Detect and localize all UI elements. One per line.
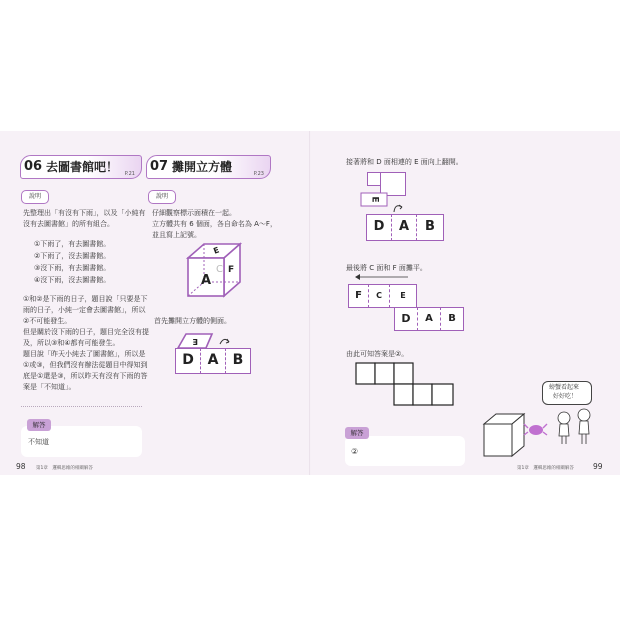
answer-box bbox=[345, 436, 465, 466]
question-number: 06 bbox=[24, 159, 43, 174]
divider bbox=[21, 406, 142, 407]
explanation-tag: 說明 bbox=[21, 190, 49, 204]
cube-face-front: A bbox=[201, 273, 212, 288]
flip-arrow-icon bbox=[218, 334, 232, 348]
book-gutter bbox=[309, 131, 311, 475]
step4-text: 由此可知答案是②。 bbox=[346, 350, 409, 358]
explanation-tag: 說明 bbox=[148, 190, 176, 204]
net1-cell-b: B bbox=[225, 348, 251, 374]
net2-cell-d: D bbox=[366, 214, 392, 241]
net2-cell-a: A bbox=[391, 214, 417, 241]
svg-text:E: E bbox=[192, 337, 198, 346]
header-07 bbox=[146, 155, 271, 179]
net3-cell-e: E bbox=[389, 284, 417, 308]
net1-cell-a: A bbox=[200, 348, 226, 374]
page-ref: P.23 bbox=[253, 171, 264, 177]
net3-cell-b: B bbox=[440, 307, 464, 331]
answer-text: 不知道 bbox=[28, 438, 49, 446]
net2-cell-e: E bbox=[361, 193, 388, 207]
question-number: 07 bbox=[150, 159, 169, 174]
net3-cell-d: D bbox=[394, 307, 418, 331]
answer-tag: 解答 bbox=[345, 427, 369, 439]
cube-face-side: C bbox=[216, 264, 223, 275]
net3-cell-a: A bbox=[417, 307, 441, 331]
flip-arrow-icon bbox=[391, 200, 405, 214]
net1-cell-d: D bbox=[175, 348, 201, 374]
cube-diagram bbox=[180, 240, 250, 302]
slide-arrow-icon bbox=[354, 273, 410, 281]
cube-face-top: E bbox=[212, 245, 221, 256]
footer-left: 第1章 邏輯思維的相關解答 bbox=[36, 466, 93, 471]
page-number-left: 98 bbox=[16, 462, 26, 471]
page-ref: P.21 bbox=[124, 171, 135, 177]
answer-tag: 解答 bbox=[27, 419, 51, 431]
header-06 bbox=[20, 155, 142, 179]
step3-text: 最後將 C 面和 F 面攤平。 bbox=[346, 264, 427, 272]
net2-cell-b: B bbox=[416, 214, 444, 241]
cube-face-right: F bbox=[228, 265, 235, 275]
net3-cell-c: C bbox=[368, 284, 390, 308]
net2-top-left bbox=[367, 172, 381, 186]
question-title: 攤開立方體 bbox=[172, 160, 233, 174]
step2-text: 接著將和 D 面相連的 E 面向上翻開。 bbox=[346, 158, 463, 166]
page-number-right: 99 bbox=[593, 462, 603, 471]
net3-cell-f: F bbox=[348, 284, 369, 308]
footer-right: 第1章 邏輯思維的相關解答 bbox=[517, 466, 574, 471]
answer-net-diagram bbox=[355, 362, 455, 408]
speech-bubble: 螃蟹看起來 好好吃！ bbox=[542, 381, 592, 405]
step1-text: 首先攤開立方體的側面。 bbox=[154, 317, 231, 325]
answer-text: ② bbox=[351, 447, 359, 456]
crab-and-children-illustration bbox=[480, 402, 600, 464]
question-title: 去圖書館吧！ bbox=[46, 160, 119, 174]
